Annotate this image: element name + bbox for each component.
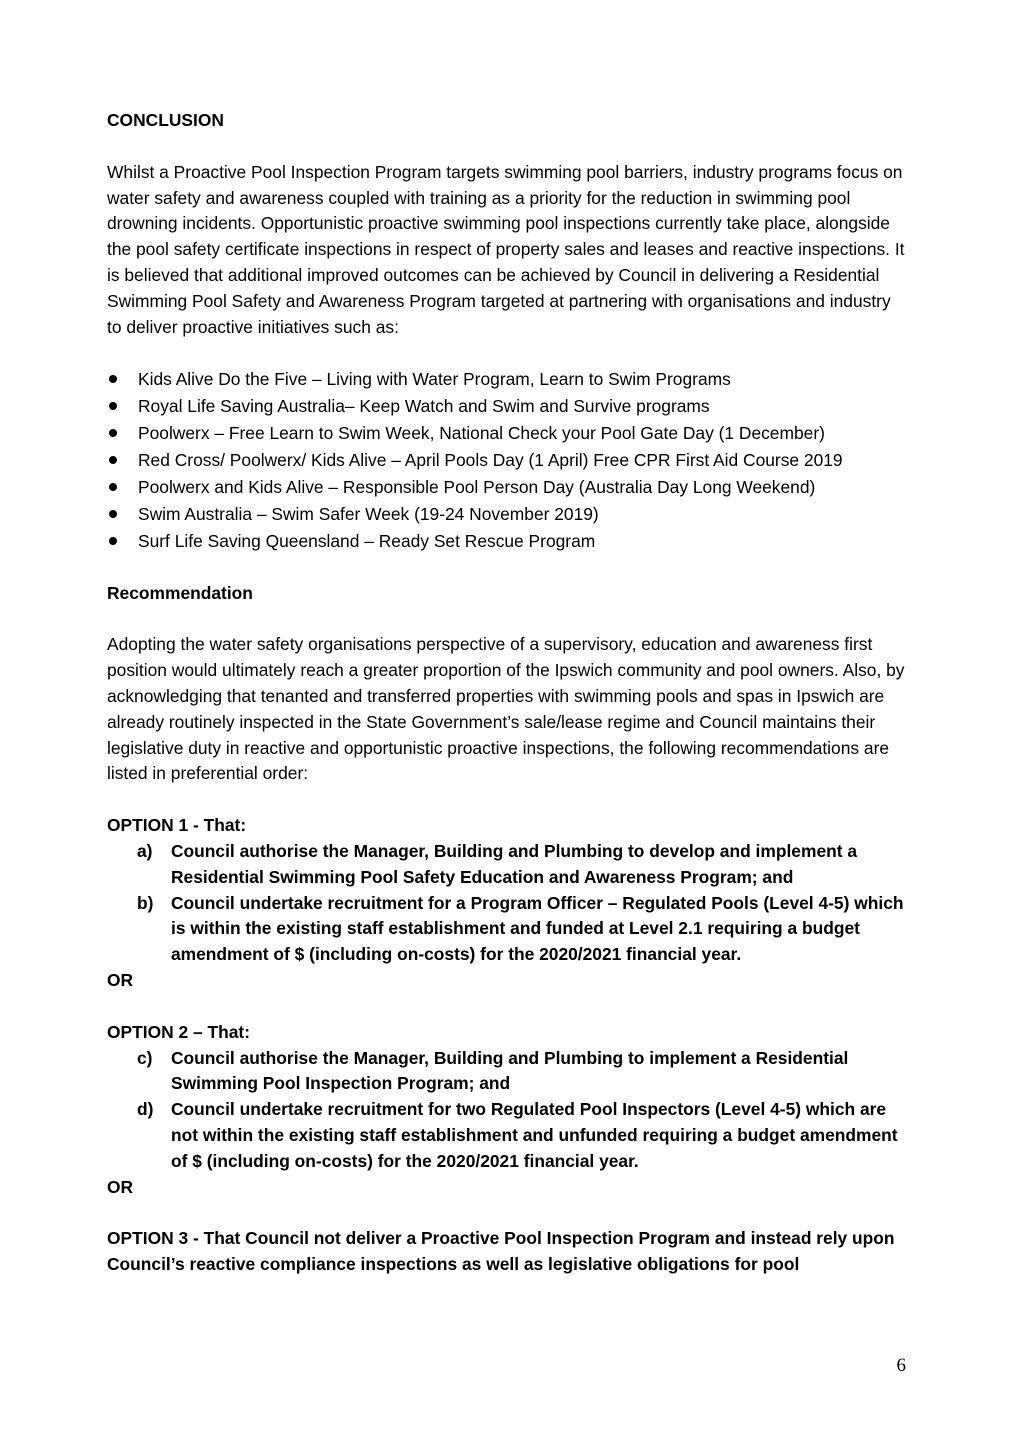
- recommendation-heading: Recommendation: [107, 582, 253, 603]
- recommendation-paragraph: Adopting the water safety organisations perspective of a supervisory, education and awareness first position would ultimately reach a greater proportion of the Ipswich community and pool owners. Also, by acknowledging that tenanted and transferred properties with swimming pools and spas in Ipswich are already routinely inspected in the State Government’s sale/lease regime and Council maintains their legislative duty in reactive and opportunistic proactive inspections, the following recommendations are listed in preferential order:: [107, 634, 905, 784]
- option-item: c) Council authorise the Manager, Building and Plumbing to implement a Residential Swimming Pool Inspection Program; and: [137, 1047, 849, 1094]
- or-separator: OR: [107, 1176, 134, 1197]
- option-item: a) Council authorise the Manager, Building and Plumbing to develop and implement a Residential Swimming Pool Safety Education and Awareness Program; and: [137, 840, 858, 887]
- initiatives-list: [107, 366, 907, 554]
- bullet-icon: [109, 402, 117, 410]
- list-item: Swim Australia – Swim Safer Week (19-24 November 2019): [107, 501, 907, 528]
- option-item: b) Council undertake recruitment for a Program Officer – Regulated Pools (Level 4-5) which is within the existing staff establishment and funded at Level 2.1 requiring a budget amendment of $ (including on-costs) for the 2020/2021 financial year.: [137, 892, 904, 965]
- page-number: 6: [896, 1355, 906, 1376]
- page-content: [107, 108, 907, 1278]
- bullet-icon: [109, 510, 117, 518]
- list-item: Royal Life Saving Australia– Keep Watch and Swim and Survive programs: [107, 393, 907, 420]
- list-item: Surf Life Saving Queensland – Ready Set Rescue Program: [107, 528, 907, 555]
- bullet-icon: [109, 456, 117, 464]
- or-separator: OR: [107, 969, 134, 990]
- conclusion-heading: CONCLUSION: [107, 110, 224, 130]
- option-1-title: OPTION 1 - That:: [107, 815, 247, 836]
- list-item: Kids Alive Do the Five – Living with Water Program, Learn to Swim Programs: [107, 366, 907, 393]
- list-item: Poolwerx and Kids Alive – Responsible Pool Person Day (Australia Day Long Weekend): [107, 474, 907, 501]
- list-item: Red Cross/ Poolwerx/ Kids Alive – April Pools Day (1 April) Free CPR First Aid Course 2019: [107, 447, 907, 474]
- option-2-list: [107, 1046, 907, 1175]
- bullet-icon: [109, 429, 117, 437]
- option-2-title: OPTION 2 – That:: [107, 1021, 251, 1042]
- bullet-icon: [109, 483, 117, 491]
- option-1-list: [107, 839, 907, 968]
- conclusion-paragraph: Whilst a Proactive Pool Inspection Program targets swimming pool barriers, industry programs focus on water safety and awareness coupled with training as a priority for the reduction in swimming pool drowning incidents. Opportunistic proactive swimming pool inspections currently take place, alongside the pool safety certificate inspections in respect of property sales and leases and reactive inspections. It is believed that additional improved outcomes can be achieved by Council in delivering a Residential Swimming Pool Safety and Awareness Program targeted at partnering with organisations and industry to deliver proactive initiatives such as:: [107, 161, 905, 337]
- option-3-text: OPTION 3 - That Council not deliver a Proactive Pool Inspection Program and instead rely upon Council’s reactive compliance inspections as well as legislative obligations for pool: [107, 1228, 895, 1275]
- option-item: d) Council undertake recruitment for two Regulated Pool Inspectors (Level 4-5) which are not within the existing staff establishment and unfunded requiring a budget amendment of $ (including on-costs) for the 2020/2021 financial year.: [137, 1099, 898, 1171]
- bullet-icon: [109, 375, 117, 383]
- bullet-icon: [109, 537, 117, 545]
- list-item: Poolwerx – Free Learn to Swim Week, National Check your Pool Gate Day (1 December): [107, 420, 907, 447]
